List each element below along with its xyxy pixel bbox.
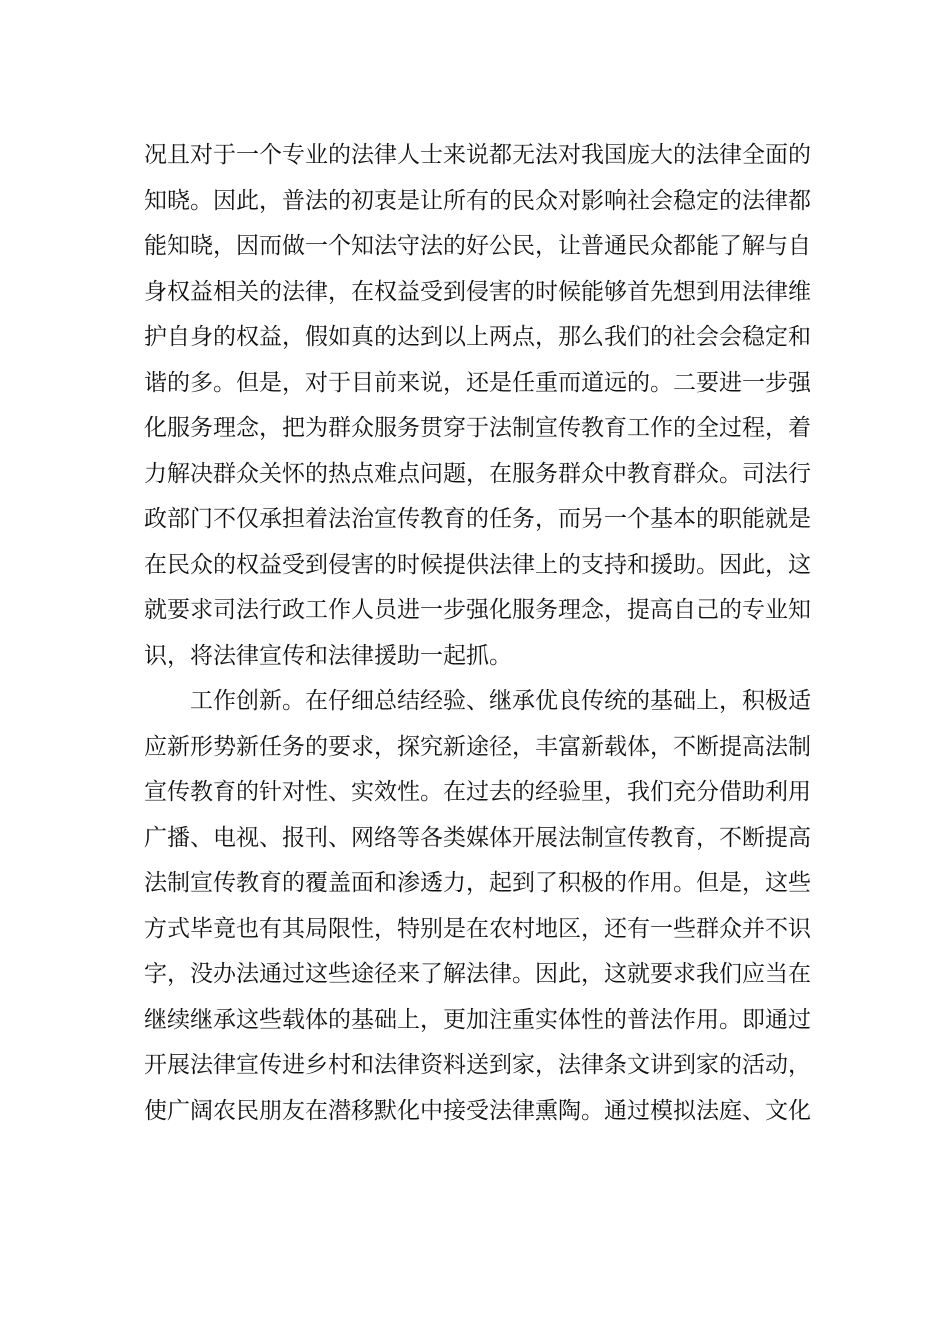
text-line: 谐的多。但是，对于目前来说，还是任重而道远的。二要进一步强 (144, 369, 811, 396)
text-line: 护自身的权益，假如真的达到以上两点，那么我们的社会会稳定和 (144, 324, 811, 350)
text-line: 知晓。因此，普法的初衷是让所有的民众对影响社会稳定的法律都 (144, 187, 811, 214)
text-line: 在民众的权益受到侵害的时候提供法律上的支持和援助。因此，这 (144, 551, 811, 578)
paragraph-2 (144, 679, 824, 1134)
text-line: 宣传教育的针对性、实效性。在过去的经验里，我们充分借助利用 (144, 779, 811, 805)
text-line: 广播、电视、报刊、网络等各类媒体开展法制宣传教育，不断提高 (144, 824, 811, 851)
text-line: 况且对于一个专业的法律人士来说都无法对我国庞大的法律全面的 (144, 142, 811, 168)
text-line: 工作创新。在仔细总结经验、继承优良传统的基础上，积极适 (190, 688, 811, 714)
text-line: 就要求司法行政工作人员进一步强化服务理念，提高自己的专业知 (144, 597, 811, 623)
text-line: 应新形势新任务的要求，探究新途径，丰富新载体，不断提高法制 (144, 733, 811, 760)
text-line: 使广阔农民朋友在潜移默化中接受法律熏陶。通过模拟法庭、文化 (144, 1097, 811, 1124)
text-line: 政部门不仅承担着法治宣传教育的任务，而另一个基本的职能就是 (144, 506, 811, 532)
text-line: 继续继承这些载体的基础上，更加注重实体性的普法作用。即通过 (144, 1006, 811, 1033)
paragraph-1 (144, 133, 824, 679)
text-line: 字，没办法通过这些途径来了解法律。因此，这就要求我们应当在 (144, 961, 811, 987)
text-line: 法制宣传教育的覆盖面和渗透力，起到了积极的作用。但是，这些 (144, 870, 811, 896)
text-line: 方式毕竟也有其局限性，特别是在农村地区，还有一些群众并不识 (144, 915, 811, 942)
text-line: 化服务理念，把为群众服务贯穿于法制宣传教育工作的全过程，着 (144, 415, 811, 441)
text-line: 能知晓，因而做一个知法守法的好公民，让普通民众都能了解与自 (144, 233, 811, 259)
text-line: 力解决群众关怀的热点难点问题，在服务群众中教育群众。司法行 (144, 460, 811, 487)
body-text (144, 133, 824, 1134)
text-line: 身权益相关的法律，在权益受到侵害的时候能够首先想到用法律维 (144, 278, 811, 305)
text-line: 开展法律宣传进乡村和法律资料送到家，法律条文讲到家的活动， (144, 1052, 811, 1078)
text-line: 识，将法律宣传和法律援助一起抓。 (144, 642, 512, 669)
